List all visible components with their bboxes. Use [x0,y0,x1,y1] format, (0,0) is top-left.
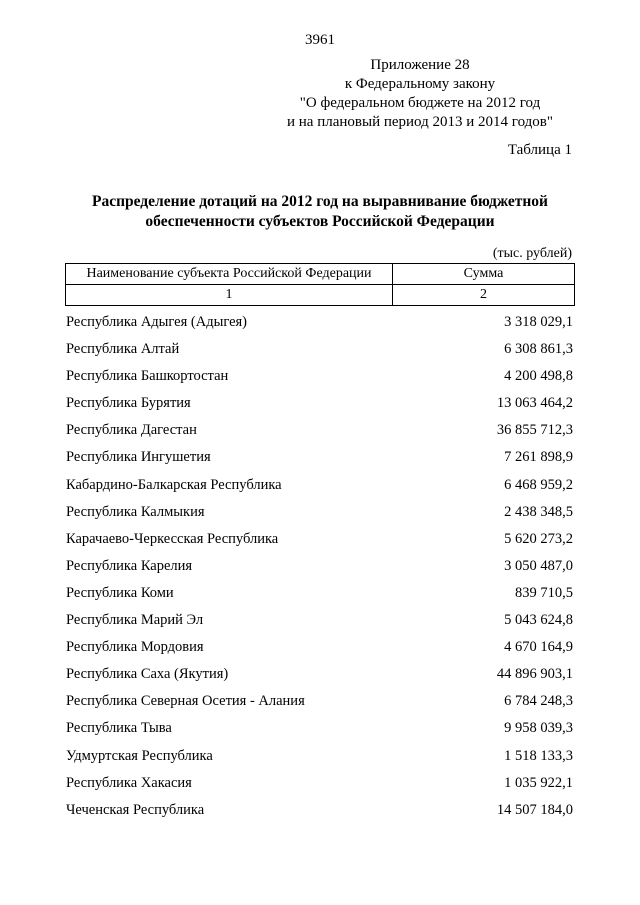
annex-line: Приложение 28 [370,57,470,73]
subjects-list [66,314,573,829]
subject-amount: 6 784 248,3 [504,693,573,710]
document-title [60,192,580,232]
subject-name: Республика Мордовия [66,639,204,656]
annex-line: и на плановый период 2013 и 2014 годов" [287,114,553,130]
title-line: обеспеченности субъектов Российской Федерации [145,213,495,230]
annex-line: к Федеральному закону [344,76,496,92]
subject-name: Республика Карелия [66,557,193,574]
subject-name: Республика Тыва [66,720,172,737]
subject-name: Удмуртская Республика [66,747,213,764]
subject-name: Республика Калмыкия [66,503,205,520]
subject-amount: 4 200 498,8 [504,368,573,385]
header-name-column: Наименование субъекта Российской Федерации [66,264,393,285]
subject-amount: 839 710,5 [515,584,573,601]
subject-name: Чеченская Республика [66,801,205,818]
subject-amount: 9 958 039,3 [504,720,573,737]
table-row [66,748,573,775]
column-number-1: 1 [66,285,393,306]
subject-amount: 6 468 959,2 [504,476,573,493]
table-row [66,639,573,666]
subject-name: Кабардино-Балкарская Республика [66,476,282,493]
page-number: 3961 [305,32,335,48]
annex-header [270,56,570,132]
subject-name: Республика Дагестан [66,422,197,439]
subject-name: Республика Бурятия [66,395,191,412]
table-row [66,504,573,531]
table-row [66,368,573,395]
subject-amount: 5 620 273,2 [504,530,573,547]
table-row [66,395,573,422]
subject-amount: 2 438 348,5 [504,503,573,520]
subject-name: Карачаево-Черкесская Республика [66,530,279,547]
subject-amount: 44 896 903,1 [496,666,573,683]
subject-amount: 4 670 164,9 [504,639,573,656]
subject-name: Республика Ингушетия [66,449,211,466]
subject-amount: 5 043 624,8 [504,612,573,629]
units-label: (тыс. рублей) [492,246,572,261]
table-row [66,585,573,612]
table-row [66,720,573,747]
table-label: Таблица 1 [507,142,572,158]
subject-amount: 13 063 464,2 [496,395,573,412]
subject-name: Республика Коми [66,584,174,601]
subject-name: Республика Марий Эл [66,612,204,629]
header-row [66,264,575,285]
column-number-row [66,285,575,306]
table-row [66,422,573,449]
subject-name: Республика Башкортостан [66,368,229,385]
subject-amount: 6 308 861,3 [504,341,573,358]
subject-amount: 3 318 029,1 [504,314,573,330]
table-row [66,449,573,476]
subject-amount: 1 035 922,1 [504,774,573,791]
table-row [66,341,573,368]
table-row [66,666,573,693]
subject-name: Республика Адыгея (Адыгея) [66,314,248,330]
subject-amount: 1 518 133,3 [504,747,573,764]
column-number-2: 2 [393,285,575,306]
table-header [65,263,575,306]
annex-line: "О федеральном бюджете на 2012 год [299,95,541,111]
subject-amount: 14 507 184,0 [496,801,573,818]
subject-name: Республика Хакасия [66,774,192,791]
table-row [66,531,573,558]
subject-name: Республика Саха (Якутия) [66,666,229,683]
table-row [66,314,573,341]
header-amount-column: Сумма [393,264,575,285]
title-line: Распределение дотаций на 2012 год на выравнивание бюджетной [91,193,548,210]
table-row [66,558,573,585]
subject-amount: 7 261 898,9 [504,449,573,466]
table-row [66,693,573,720]
table-row [66,775,573,802]
table-row [66,802,573,829]
table-row [66,612,573,639]
subject-name: Республика Северная Осетия - Алания [66,693,305,710]
table-row [66,477,573,504]
subject-name: Республика Алтай [66,341,180,358]
subject-amount: 3 050 487,0 [504,557,573,574]
subject-amount: 36 855 712,3 [496,422,573,439]
